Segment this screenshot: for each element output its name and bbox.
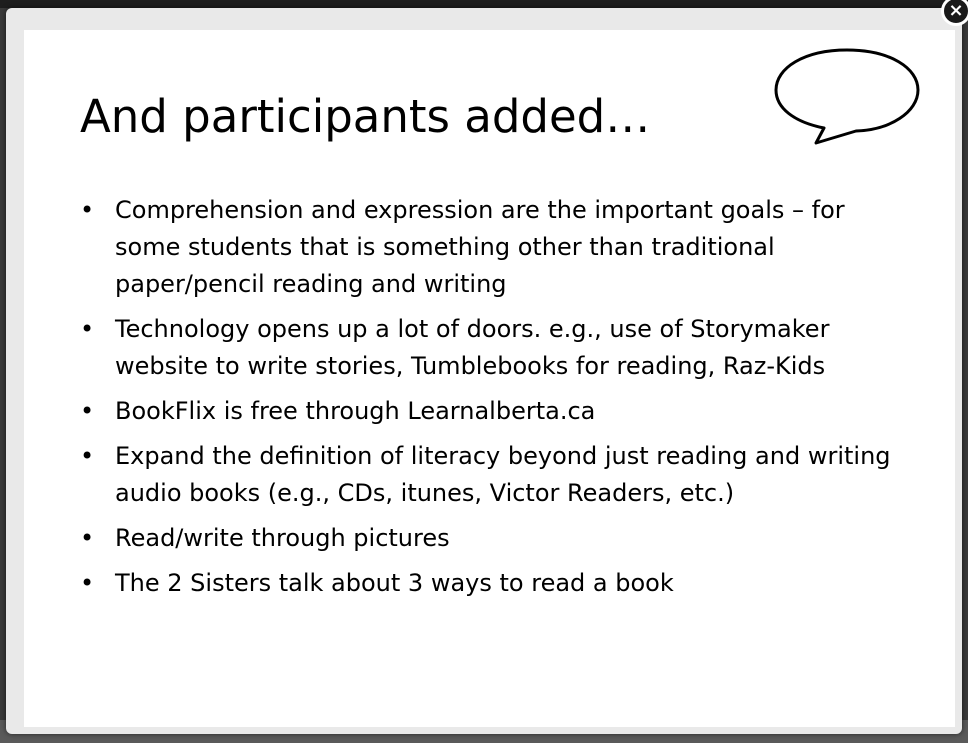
slide-title: And participants added… — [80, 90, 651, 143]
bullet-dot-icon: • — [80, 196, 95, 224]
bullet-text: The 2 Sisters talk about 3 ways to read a book — [115, 569, 674, 597]
bullet-item — [80, 565, 900, 602]
speech-bubble-icon — [772, 46, 922, 146]
bullet-dot-icon: • — [80, 442, 95, 470]
bullet-dot-icon: • — [80, 524, 95, 552]
bullet-text: Read/write through pictures — [115, 524, 450, 552]
bullet-dot-icon: • — [80, 397, 95, 425]
bullet-text: Comprehension and expression are the important goals – for some students that is something other than traditional paper/pencil reading and writing — [115, 196, 845, 298]
bullet-item — [80, 393, 900, 430]
bullet-dot-icon: • — [80, 315, 95, 343]
bullet-dot-icon: • — [80, 569, 95, 597]
slide — [24, 30, 955, 727]
bullet-text: Technology opens up a lot of doors. e.g., use of Storymaker website to write stories, Tumblebooks for reading, Raz-Kids — [115, 315, 830, 380]
bullet-item — [80, 438, 900, 512]
bullet-item — [80, 520, 900, 557]
lightbox-frame — [6, 8, 962, 734]
close-icon: × — [948, 0, 964, 21]
bullet-item — [80, 192, 900, 303]
bullet-text: Expand the definition of literacy beyond just reading and writing audio books (e.g., CDs, itunes, Victor Readers, etc.) — [115, 442, 891, 507]
bullet-item — [80, 311, 900, 385]
close-button[interactable] — [941, 0, 968, 26]
bullet-list — [80, 192, 900, 610]
bullet-text: BookFlix is free through Learnalberta.ca — [115, 397, 596, 425]
